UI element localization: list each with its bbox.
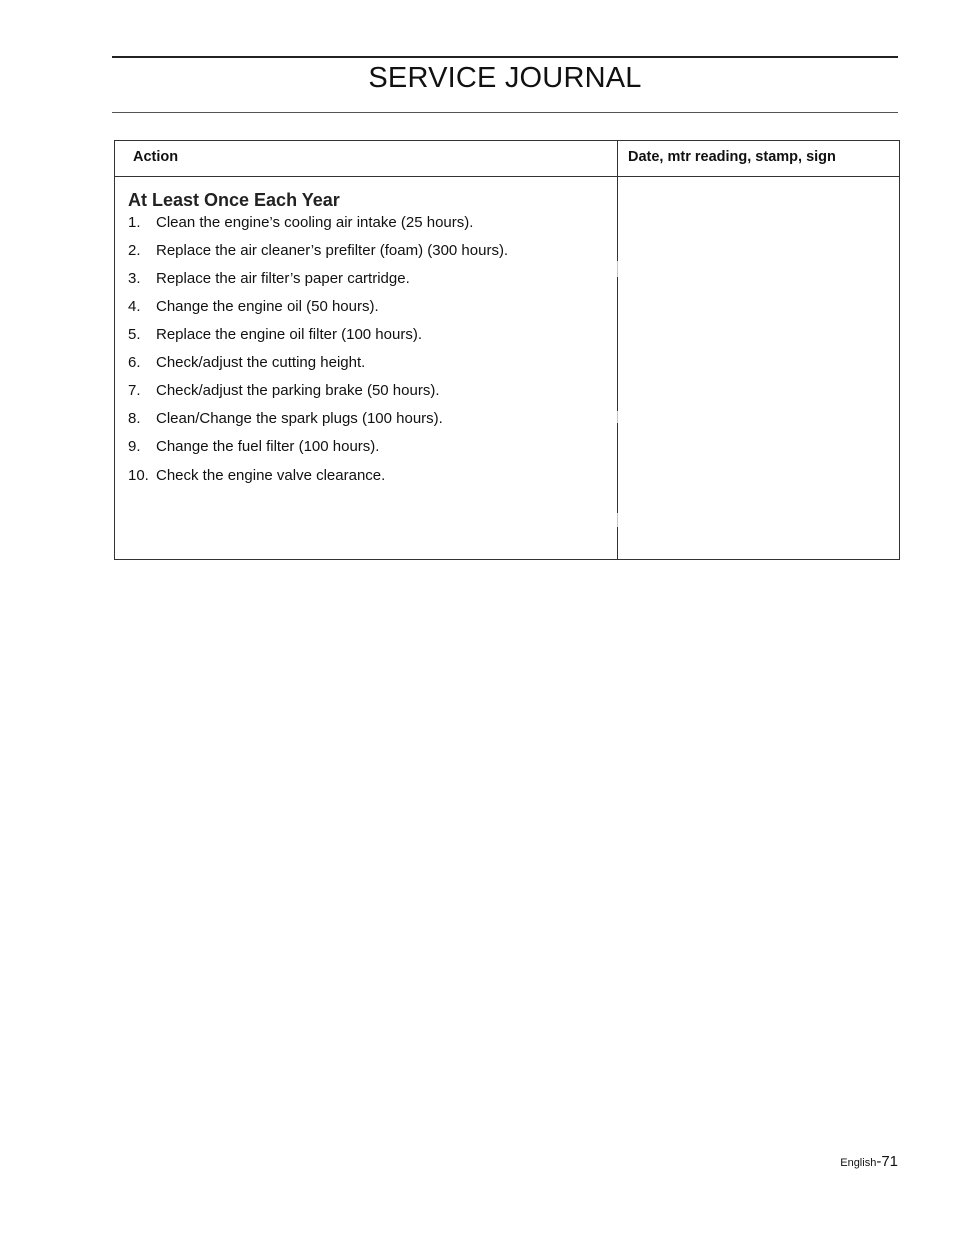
top-rule — [112, 56, 898, 58]
footer-language: English — [840, 1157, 877, 1169]
list-item-number: 6. — [128, 354, 141, 371]
list-item-text: Replace the air cleaner’s prefilter (foam) (300 hours). — [156, 242, 509, 259]
column-divider-light-segment — [617, 411, 618, 423]
record-column-header: Date, mtr reading, stamp, sign — [628, 149, 836, 165]
column-divider-light-segment — [617, 261, 618, 277]
list-item — [128, 467, 508, 495]
list-item — [128, 410, 508, 438]
list-item-number: 2. — [128, 242, 141, 259]
title-underline — [112, 112, 898, 113]
footer-separator: - — [876, 1153, 882, 1170]
list-item-text: Check the engine valve clearance. — [156, 467, 386, 484]
list-item-number: 7. — [128, 382, 141, 399]
page-number: 71 — [881, 1153, 898, 1170]
list-item-text: Clean/Change the spark plugs (100 hours). — [156, 410, 443, 427]
column-divider — [617, 141, 618, 559]
page-footer — [840, 1153, 898, 1170]
list-item — [128, 242, 508, 270]
list-item-number: 8. — [128, 410, 141, 427]
list-item — [128, 438, 508, 466]
service-journal-table — [114, 140, 900, 560]
list-item — [128, 326, 508, 354]
column-divider-light-segment — [617, 513, 618, 527]
list-item-text: Clean the engine’s cooling air intake (25 hours). — [156, 214, 474, 231]
list-item-text: Replace the air filter’s paper cartridge. — [156, 270, 410, 287]
task-list — [128, 214, 508, 495]
list-item-number: 1. — [128, 214, 141, 231]
list-item-text: Check/adjust the parking brake (50 hours). — [156, 382, 440, 399]
list-item-number: 3. — [128, 270, 141, 287]
page-title: SERVICE JOURNAL — [368, 62, 642, 94]
list-item-text: Replace the engine oil filter (100 hours). — [156, 326, 422, 343]
list-item-text: Check/adjust the cutting height. — [156, 354, 366, 371]
list-item — [128, 354, 508, 382]
list-item — [128, 214, 508, 242]
list-item — [128, 298, 508, 326]
list-item-number: 10. — [128, 467, 149, 484]
list-item — [128, 270, 508, 298]
list-item-number: 9. — [128, 438, 141, 455]
action-column-header: Action — [133, 149, 179, 165]
list-item-text: Change the engine oil (50 hours). — [156, 298, 379, 315]
list-item-number: 4. — [128, 298, 141, 315]
list-item — [128, 382, 508, 410]
section-title: At Least Once Each Year — [128, 190, 340, 210]
list-item-number: 5. — [128, 326, 141, 343]
list-item-text: Change the fuel filter (100 hours). — [156, 438, 380, 455]
table-header-row — [115, 141, 899, 177]
